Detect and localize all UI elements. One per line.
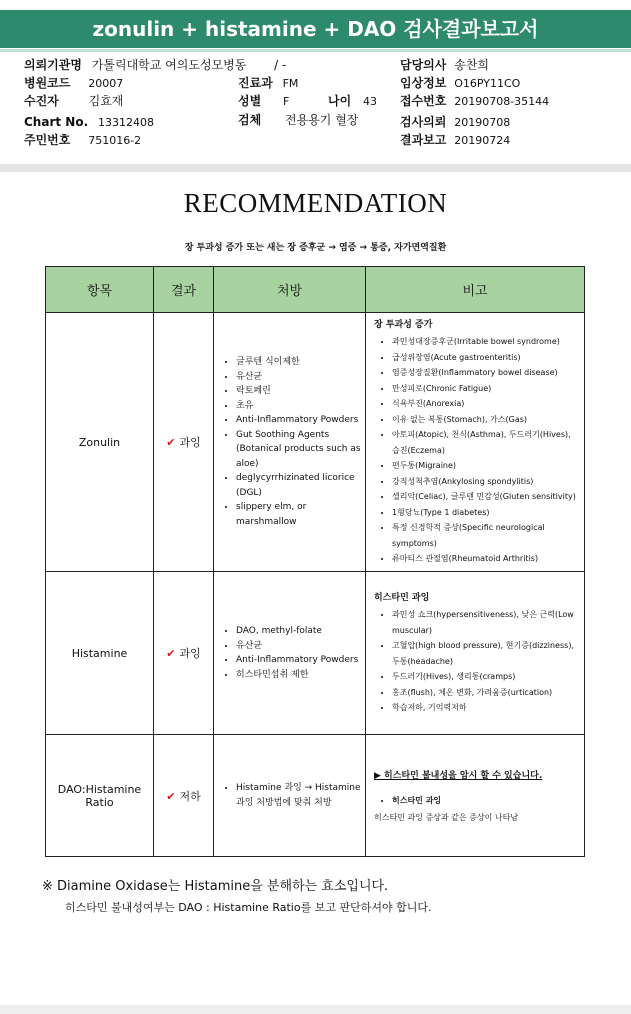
item-zonulin: Zonulin: [46, 313, 154, 572]
specimen-value: 전용용기 혈장: [285, 113, 359, 127]
list-item: • 학습저하, 기억력저하: [392, 700, 576, 716]
patient-row: [24, 92, 123, 110]
col-header-note: 비고: [366, 267, 585, 313]
recommendation-table: [45, 266, 585, 857]
note-heading: 장 투과성 증가: [374, 320, 433, 331]
dept-label: 진료과: [238, 76, 273, 90]
table-header-row: [46, 267, 585, 313]
dept-row: [238, 74, 298, 93]
sex-row: [238, 92, 289, 111]
list-item: • 아토피(Atopic), 천식(Asthma), 두드러기(Hives), 습진(Eczema): [392, 427, 576, 458]
result-text: 과잉: [179, 436, 201, 449]
doctor-row: [400, 56, 489, 74]
note-list: [374, 793, 576, 809]
list-item: • 유산균: [236, 639, 361, 654]
age-label: 나이: [328, 94, 352, 108]
receipt-row: [400, 92, 549, 111]
footer-subnote: 히스타민 불내성여부는 DAO : Histamine Ratio를 보고 판단하셔야 합니다.: [65, 901, 432, 914]
list-item: • Anti-Inflammatory Powders: [236, 653, 361, 668]
list-item: • 홍조(flush), 체온 변화, 가려움증(urtication): [392, 685, 576, 701]
list-item: • slippery elm, or marshmallow: [236, 500, 361, 529]
list-item: • 염증성장질환(Inflammatory bowel disease): [392, 365, 576, 381]
note-list: [374, 607, 576, 716]
patient-value: 김효재: [88, 94, 124, 108]
hospital-code-row: [24, 74, 123, 93]
specimen-row: [238, 111, 358, 129]
sex-label: 성별: [238, 94, 262, 108]
col-header-item: 항목: [46, 267, 154, 313]
institution-suffix: / -: [274, 58, 287, 72]
list-item: • DAO, methyl-folate: [236, 624, 361, 639]
list-item: • Anti-Inflammatory Powders: [236, 413, 361, 428]
dept-value: FM: [282, 77, 299, 90]
recommendation-subtitle: 장 투과성 증가 또는 새는 장 증후군 → 염증 → 통증, 자가면역질환: [184, 243, 447, 253]
note-heading: 히스타민 과잉: [374, 593, 430, 604]
footer-note: ※ Diamine Oxidase는 Histamine을 분해하는 효소입니다.: [42, 879, 389, 894]
patient-label: 수진자: [24, 94, 59, 108]
item-dao-ratio: DAO:Histamine Ratio: [46, 735, 154, 857]
prescription-cell: [214, 735, 366, 857]
chart-value: 13312408: [97, 116, 154, 129]
result-text: 과잉: [179, 647, 201, 660]
doctor-value: 송찬희: [454, 58, 489, 72]
list-item: • 과민성대장증후군(Irritable bowel syndrome): [392, 334, 576, 350]
rrn-row: [24, 131, 141, 150]
result-cell: [154, 313, 214, 572]
list-item: • 고혈압(high blood pressure), 현기증(dizziness), 두통(headache): [392, 638, 576, 669]
rrn-label: 주민번호: [24, 133, 71, 147]
list-item: • 초유: [236, 399, 361, 414]
hospital-code-label: 병원코드: [24, 76, 71, 90]
result-cell: [154, 572, 214, 735]
age-row: [328, 92, 377, 111]
report-row: [400, 131, 510, 150]
result-cell: [154, 735, 214, 857]
request-label: 검사의뢰: [400, 115, 447, 129]
list-item: • Histamine 과잉 → Histamine 과잉 처방법에 맞춰 처방: [236, 781, 361, 810]
note-heading: • 히스타민 과잉: [392, 793, 576, 809]
note-cell: [366, 572, 585, 735]
report-label: 결과보고: [400, 133, 447, 147]
report-title: zonulin + histamine + DAO 검사결과보고서: [0, 10, 631, 48]
check-icon: ✔: [166, 436, 176, 449]
note-cell: [366, 735, 585, 857]
list-item: • 편두통(Migraine): [392, 458, 576, 474]
clinical-row: [400, 74, 520, 93]
col-header-prescription: 처방: [214, 267, 366, 313]
list-item: • 히스타민섭취 제한: [236, 668, 361, 683]
institution-value: 가톨릭대학교 여의도성모병동: [91, 58, 247, 72]
list-item: • 셀리악(Celiac), 글루텐 민감성(Gluten sensitivity): [392, 489, 576, 505]
list-item: • 유산균: [236, 370, 361, 385]
list-item: • 1형당뇨(Type 1 diabetes): [392, 505, 576, 521]
rrn-value: 751016-2: [88, 134, 142, 147]
institution-label: 의뢰기관명: [24, 58, 82, 72]
list-item: • 특정 신경학적 증상(Specific neurological symptoms): [392, 520, 576, 551]
list-item: • deglycyrrhizinated licorice (DGL): [236, 471, 361, 500]
institution-row: [24, 56, 286, 74]
table-row: [46, 735, 585, 857]
recommendation-title: RECOMMENDATION: [183, 188, 448, 218]
check-icon: ✔: [166, 647, 176, 660]
table-row: [46, 572, 585, 735]
list-item: • 락토페린: [236, 384, 361, 399]
prescription-cell: [214, 572, 366, 735]
receipt-label: 접수번호: [400, 94, 447, 108]
list-item: • 두드러기(Hives), 생리통(cramps): [392, 669, 576, 685]
chart-row: [24, 113, 154, 132]
bottom-band: [0, 1005, 631, 1014]
request-value: 20190708: [454, 116, 511, 129]
list-item: • 강직성척추염(Ankylosing spondylitis): [392, 474, 576, 490]
list-item: • 과민성 쇼크(hypersensitiveness), 낮은 근력(Low muscular): [392, 607, 576, 638]
list-item: • 식욕부진(Anorexia): [392, 396, 576, 412]
report-value: 20190724: [454, 134, 511, 147]
hospital-code-value: 20007: [88, 77, 124, 90]
request-row: [400, 113, 510, 132]
list-item: • 이유 없는 복통(Stomach), 가스(Gas): [392, 412, 576, 428]
check-icon: ✔: [166, 789, 176, 803]
age-value: 43: [363, 95, 378, 108]
prescription-list: [218, 624, 361, 682]
list-item: • 만성피로(Chronic Fatigue): [392, 381, 576, 397]
note-text: 히스타민 과잉 증상과 같은 증상이 나타남: [374, 813, 519, 823]
specimen-label: 검체: [238, 113, 262, 127]
title-divider: [0, 49, 631, 52]
note-list: [374, 334, 576, 567]
doctor-label: 담당의사: [400, 58, 447, 72]
prescription-list: [218, 781, 361, 810]
clinical-value: O16PY11CO: [454, 77, 521, 90]
clinical-label: 임상정보: [400, 76, 447, 90]
table-row: [46, 313, 585, 572]
receipt-value: 20190708-35144: [454, 95, 550, 108]
sex-value: F: [283, 95, 290, 108]
prescription-list: [218, 355, 361, 529]
section-separator: [0, 164, 631, 172]
col-header-result: 결과: [154, 267, 214, 313]
result-text: 저하: [179, 789, 201, 803]
list-item: • Gut Soothing Agents (Botanical products such as aloe): [236, 428, 361, 472]
item-histamine: Histamine: [46, 572, 154, 735]
list-item: • 글루텐 식이제한: [236, 355, 361, 370]
chart-label: Chart No.: [24, 115, 89, 129]
intolerance-warning: ▶ 히스타민 불내성을 암시 할 수 있습니다.: [374, 770, 543, 781]
list-item: • 류마티스 관절염(Rheumatoid Arthritis): [392, 551, 576, 567]
note-cell: [366, 313, 585, 572]
prescription-cell: [214, 313, 366, 572]
list-item: • 급성위장염(Acute gastroenteritis): [392, 350, 576, 366]
